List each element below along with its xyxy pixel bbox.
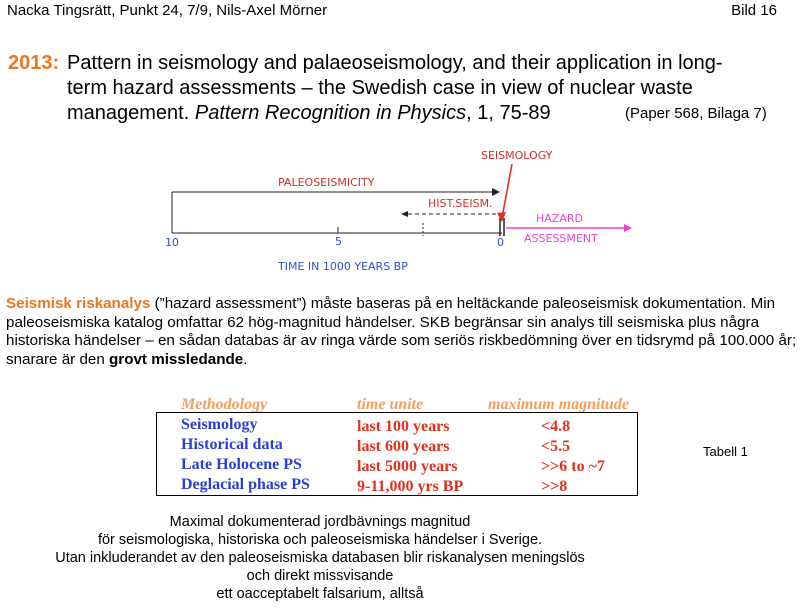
table-row-2-method: Historical data bbox=[181, 436, 283, 453]
paragraph-end: . bbox=[243, 350, 248, 368]
table-row-3-magnitude: >>6 to ~7 bbox=[541, 458, 605, 475]
paleoseismicity-label: PALEOSEISMICITY bbox=[278, 176, 375, 189]
caption-line-1: Maximal dokumenterad jordbävnings magnitud bbox=[169, 514, 471, 530]
table-row-4-magnitude: >>8 bbox=[541, 478, 568, 495]
tick-label-0: 0 bbox=[497, 236, 504, 249]
reference-journal: Pattern Recognition in Physics bbox=[194, 102, 467, 124]
table-row-1-time: last 100 years bbox=[357, 418, 450, 435]
reference-title-line-2: term hazard assessments – the Swedish case in view of nuclear waste bbox=[67, 77, 693, 99]
slide-number: Bild 16 bbox=[731, 2, 777, 19]
assessment-label: ASSESSMENT bbox=[524, 232, 598, 245]
seismology-label: SEISMOLOGY bbox=[481, 149, 553, 162]
caption-line-4: och direkt missvisande bbox=[246, 568, 394, 584]
reference-line3-pre: management. bbox=[67, 102, 195, 124]
hist-seism-label: HIST.SEISM. bbox=[428, 197, 493, 210]
reference-year: 2013: bbox=[8, 52, 60, 74]
table-header-time: time unite bbox=[357, 396, 424, 413]
hazard-arrowhead bbox=[624, 224, 632, 232]
table-row-1-magnitude: <4.8 bbox=[541, 418, 571, 435]
caption-line-3: Utan inkluderandet av den paleoseismiska databasen blir riskanalysen meningslös bbox=[55, 550, 585, 566]
axis-label: TIME IN 1000 YEARS BP bbox=[278, 260, 408, 273]
paragraph-body: (”hazard assessment”) måste baseras på en heltäckande paleoseismisk dokumentation. Min paleoseismiska katalog omfattar 62 hög-magnitud händelser. SKB begränsar sin analys till seismiska plus några historiska händelser – en sådan databas är av ringa värde som seriös riskbedömning över en tidsrymd på 100.000 år; snarare är den bbox=[6, 295, 797, 368]
table-row-2-magnitude: <5.5 bbox=[541, 438, 571, 455]
table-row-4-method: Deglacial phase PS bbox=[181, 476, 310, 493]
table-row-3-method: Late Holocene PS bbox=[181, 456, 302, 473]
reference-line3-post: , 1, 75-89 bbox=[466, 102, 551, 124]
table-header-methodology: Methodology bbox=[181, 396, 268, 413]
table-label: Tabell 1 bbox=[703, 444, 748, 459]
hazard-label: HAZARD bbox=[536, 212, 583, 225]
reference-title-line-3 bbox=[67, 102, 551, 125]
seismology-arrow bbox=[502, 164, 512, 218]
caption-line-5: ett oacceptabelt falsarium, alltså bbox=[216, 586, 424, 602]
tick-label-10: 10 bbox=[165, 236, 179, 249]
caption bbox=[0, 513, 640, 603]
slide-header-author: Nacka Tingsrätt, Punkt 24, 7/9, Nils-Axel Mörner bbox=[7, 2, 328, 19]
table-row-4-time: 9-11,000 yrs BP bbox=[357, 478, 464, 495]
tick-label-5: 5 bbox=[335, 235, 342, 248]
paragraph-emphasis: grovt missledande bbox=[109, 350, 244, 368]
hist-seism-arrowhead bbox=[401, 211, 408, 217]
reference-note: (Paper 568, Bilaga 7) bbox=[625, 105, 767, 122]
reference-title-line-1: Pattern in seismology and palaeoseismology, and their application in long- bbox=[67, 52, 723, 74]
table-header-magnitude: maximum magnitude bbox=[488, 396, 629, 413]
timeline-diagram bbox=[150, 140, 650, 275]
table-row-2-time: last 600 years bbox=[357, 438, 450, 455]
paragraph-lead: Seismisk riskanalys bbox=[6, 295, 151, 312]
hazard-paragraph bbox=[6, 295, 802, 369]
table-row-1-method: Seismology bbox=[181, 416, 258, 433]
paleo-arrowhead bbox=[492, 188, 500, 196]
table-row-3-time: last 5000 years bbox=[357, 458, 458, 475]
caption-line-2: för seismologiska, historiska och paleoseismiska händelser i Sverige. bbox=[97, 532, 543, 548]
